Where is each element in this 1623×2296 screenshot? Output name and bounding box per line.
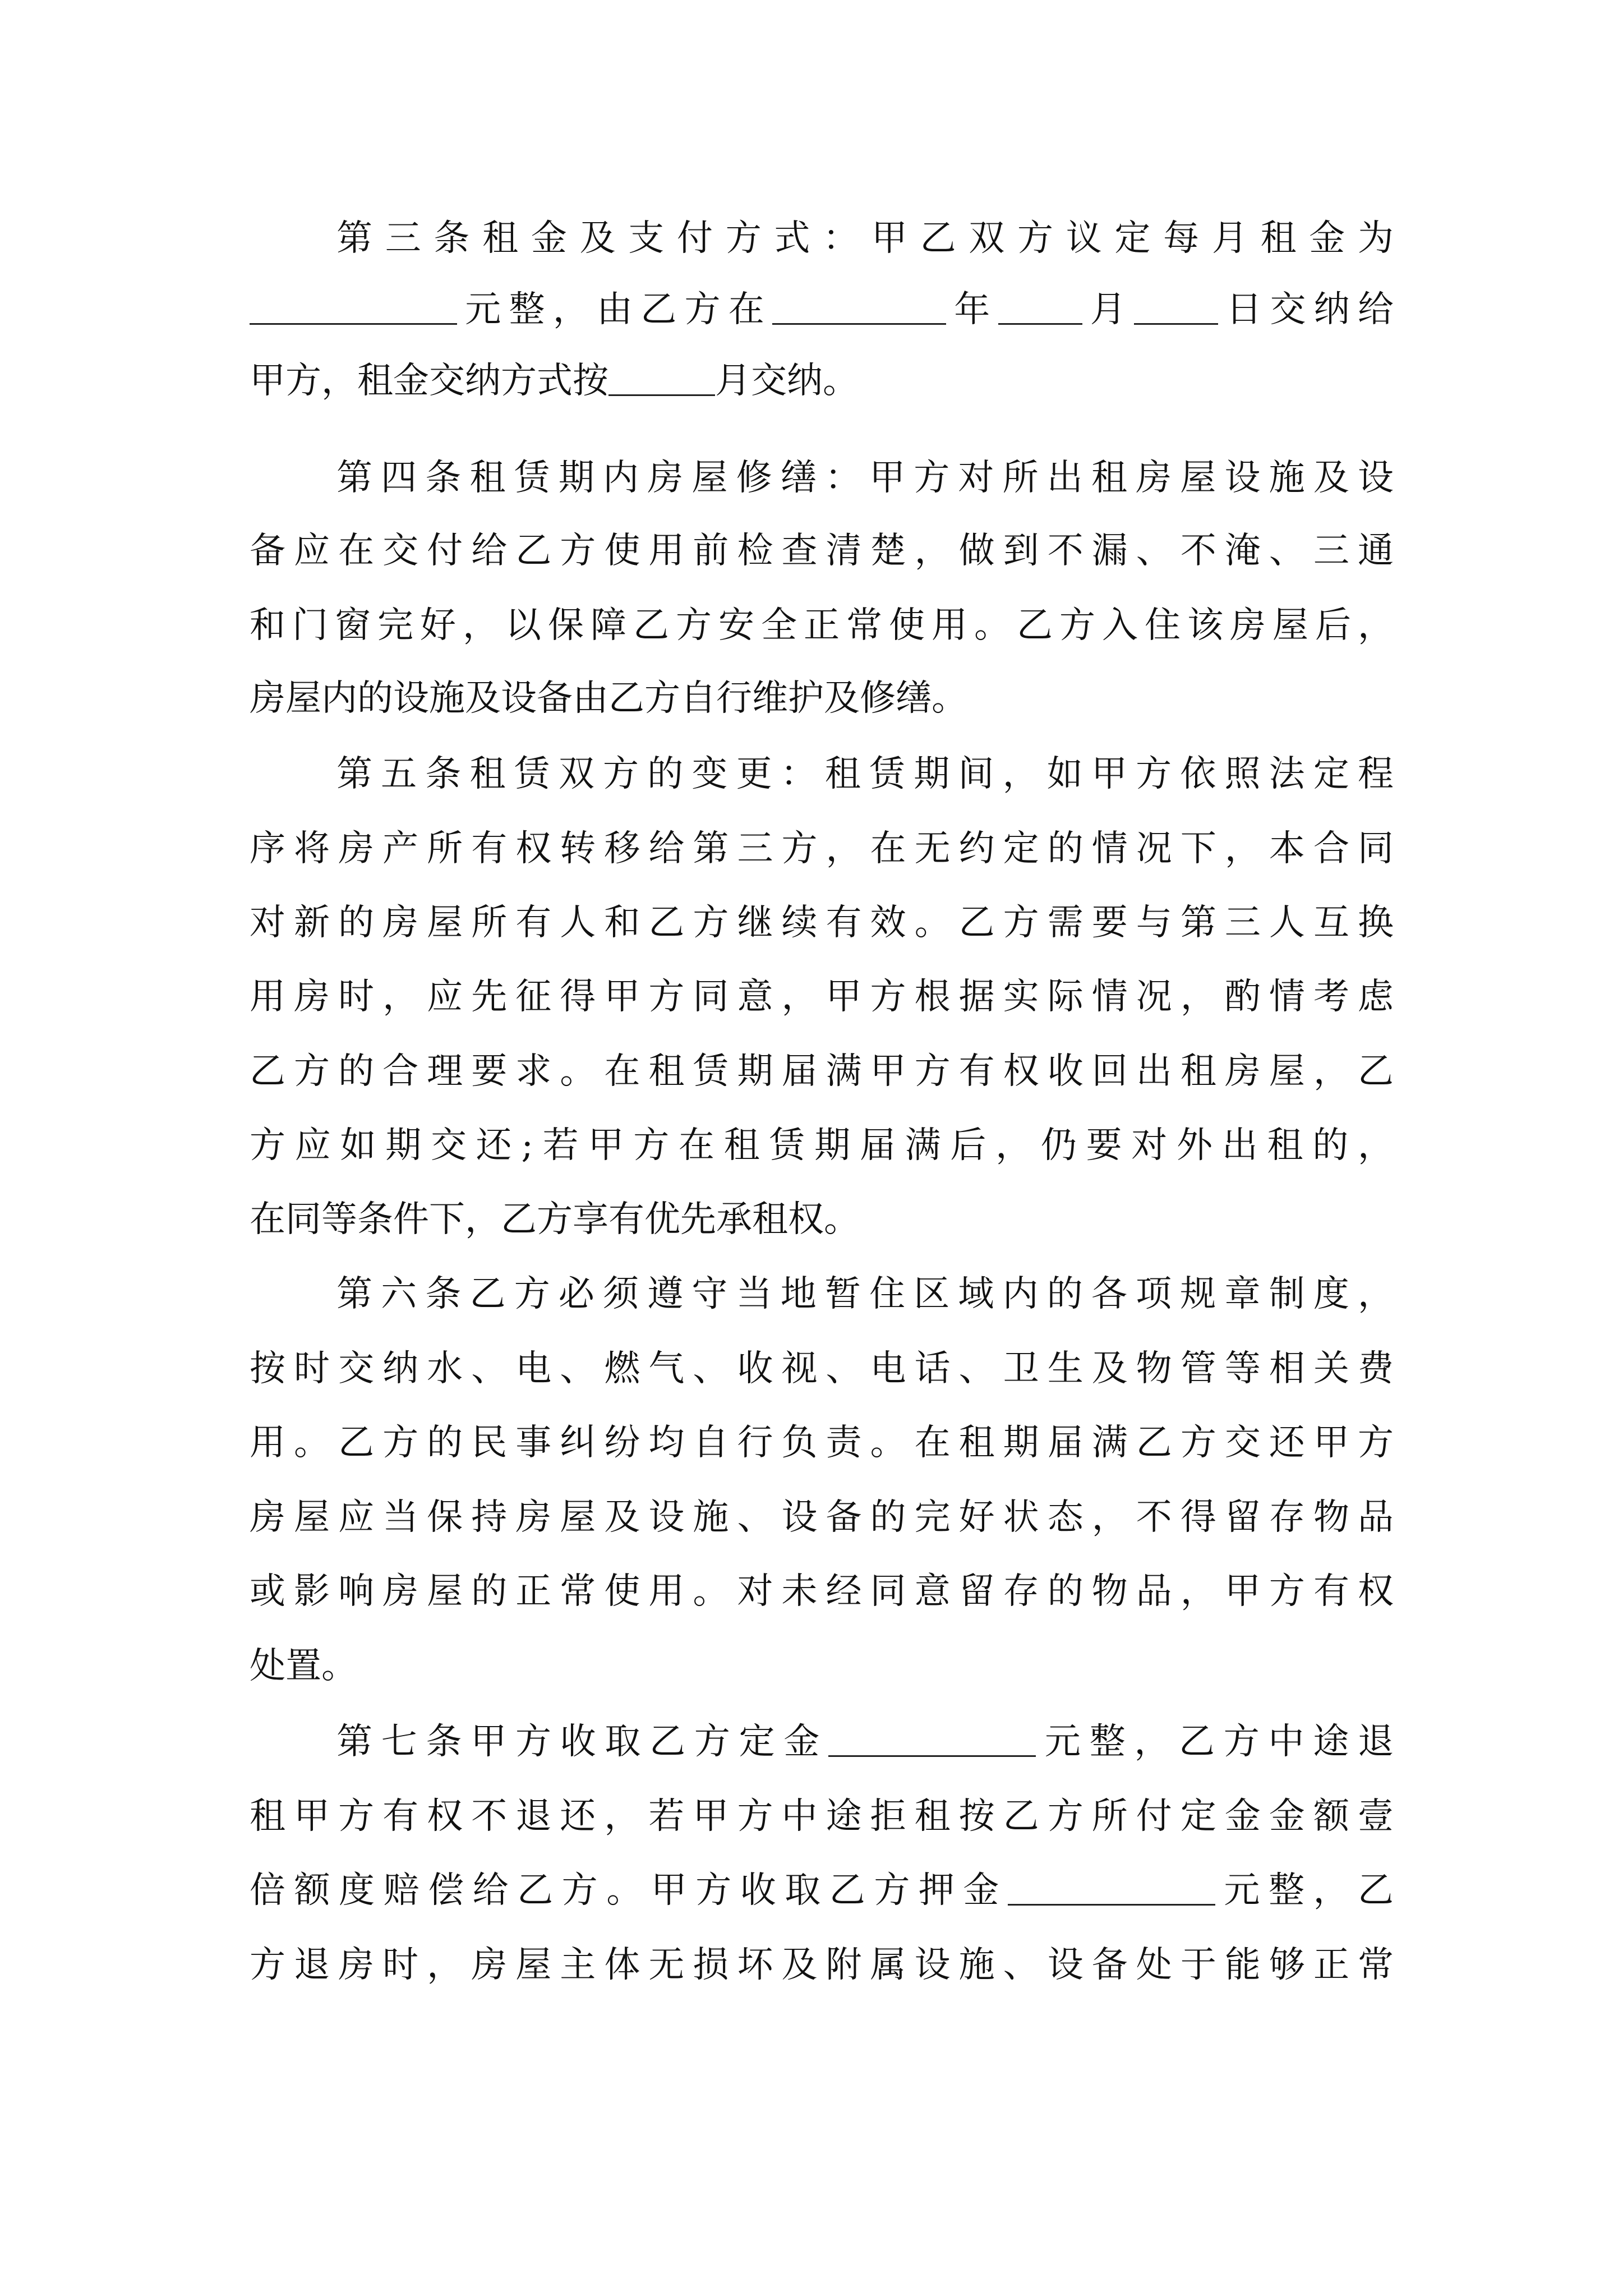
payment-month-blank[interactable]: [998, 289, 1082, 325]
article-5-line-6: 方应如期交还;若甲方在租赁期届满后，仍要对外出租的，: [250, 1125, 1394, 1166]
article-5-line-1: 第五条租赁双方的变更：租赁期间，如甲方依照法定程: [336, 753, 1394, 795]
article-5-line-5: 乙方的合理要求。在租赁期届满甲方有权收回出租房屋，乙: [250, 1051, 1394, 1092]
article-6-line-1: 第六条乙方必须遵守当地暂住区域内的各项规章制度，: [336, 1273, 1394, 1315]
article-3-line-2: 元整，由乙方在 年 月 日交纳给: [250, 279, 1394, 341]
article-6-line-4: 房屋应当保持房屋及设施、设备的完好状态，不得留存物品: [250, 1497, 1394, 1538]
article-6-line-3: 用。乙方的民事纠纷均自行负责。在租期届满乙方交还甲方: [250, 1422, 1394, 1464]
article-7-line-3: 倍额度赔偿给乙方。甲方收取乙方押金 元整，乙: [250, 1870, 1394, 1911]
payment-day-blank[interactable]: [1134, 289, 1218, 325]
article-5-line-3: 对新的房屋所有人和乙方继续有效。乙方需要与第三人互换: [250, 902, 1394, 944]
article-7-line-1: 第七条甲方收取乙方定金 元整，乙方中途退: [336, 1721, 1394, 1763]
security-deposit-blank[interactable]: [1008, 1870, 1215, 1906]
article-6-line-2: 按时交纳水、电、燃气、收视、电话、卫生及物管等相关费: [250, 1348, 1394, 1389]
payment-year-blank[interactable]: [772, 289, 946, 325]
article-4-line-2: 备应在交付给乙方使用前检查清楚，做到不漏、不淹、三通: [250, 530, 1394, 572]
article-7-line-2: 租甲方有权不退还，若甲方中途拒租按乙方所付定金金额壹: [250, 1796, 1394, 1837]
article-4-line-1: 第四条租赁期内房屋修缮：甲方对所出租房屋设施及设: [336, 457, 1394, 499]
article-5-line-2: 序将房产所有权转移给第三方，在无约定的情况下，本合同: [250, 828, 1394, 869]
payment-interval-blank[interactable]: [608, 361, 715, 396]
article-6-line-5: 或影响房屋的正常使用。对未经同意留存的物品，甲方有权: [250, 1571, 1394, 1612]
rent-amount-blank[interactable]: [250, 289, 457, 325]
article-3-line-1: 第三条租金及支付方式：甲乙双方议定每月租金为: [336, 218, 1394, 259]
article-6-line-6: 处置。: [250, 1645, 357, 1687]
article-3-line-3: 甲方，租金交纳方式按 月交纳。: [250, 360, 859, 402]
article-5-line-7: 在同等条件下，乙方享有优先承租权。: [250, 1199, 860, 1240]
article-4-line-4: 房屋内的设施及设备由乙方自行维护及修缮。: [250, 678, 967, 719]
article-7-line-4: 方退房时，房屋主体无损坏及附属设施、设备处于能够正常: [250, 1944, 1394, 1986]
article-5-line-4: 用房时，应先征得甲方同意，甲方根据实际情况，酌情考虑: [250, 976, 1394, 1018]
article-4-line-3: 和门窗完好，以保障乙方安全正常使用。乙方入住该房屋后，: [250, 605, 1394, 646]
deposit-amount-blank[interactable]: [828, 1722, 1036, 1757]
